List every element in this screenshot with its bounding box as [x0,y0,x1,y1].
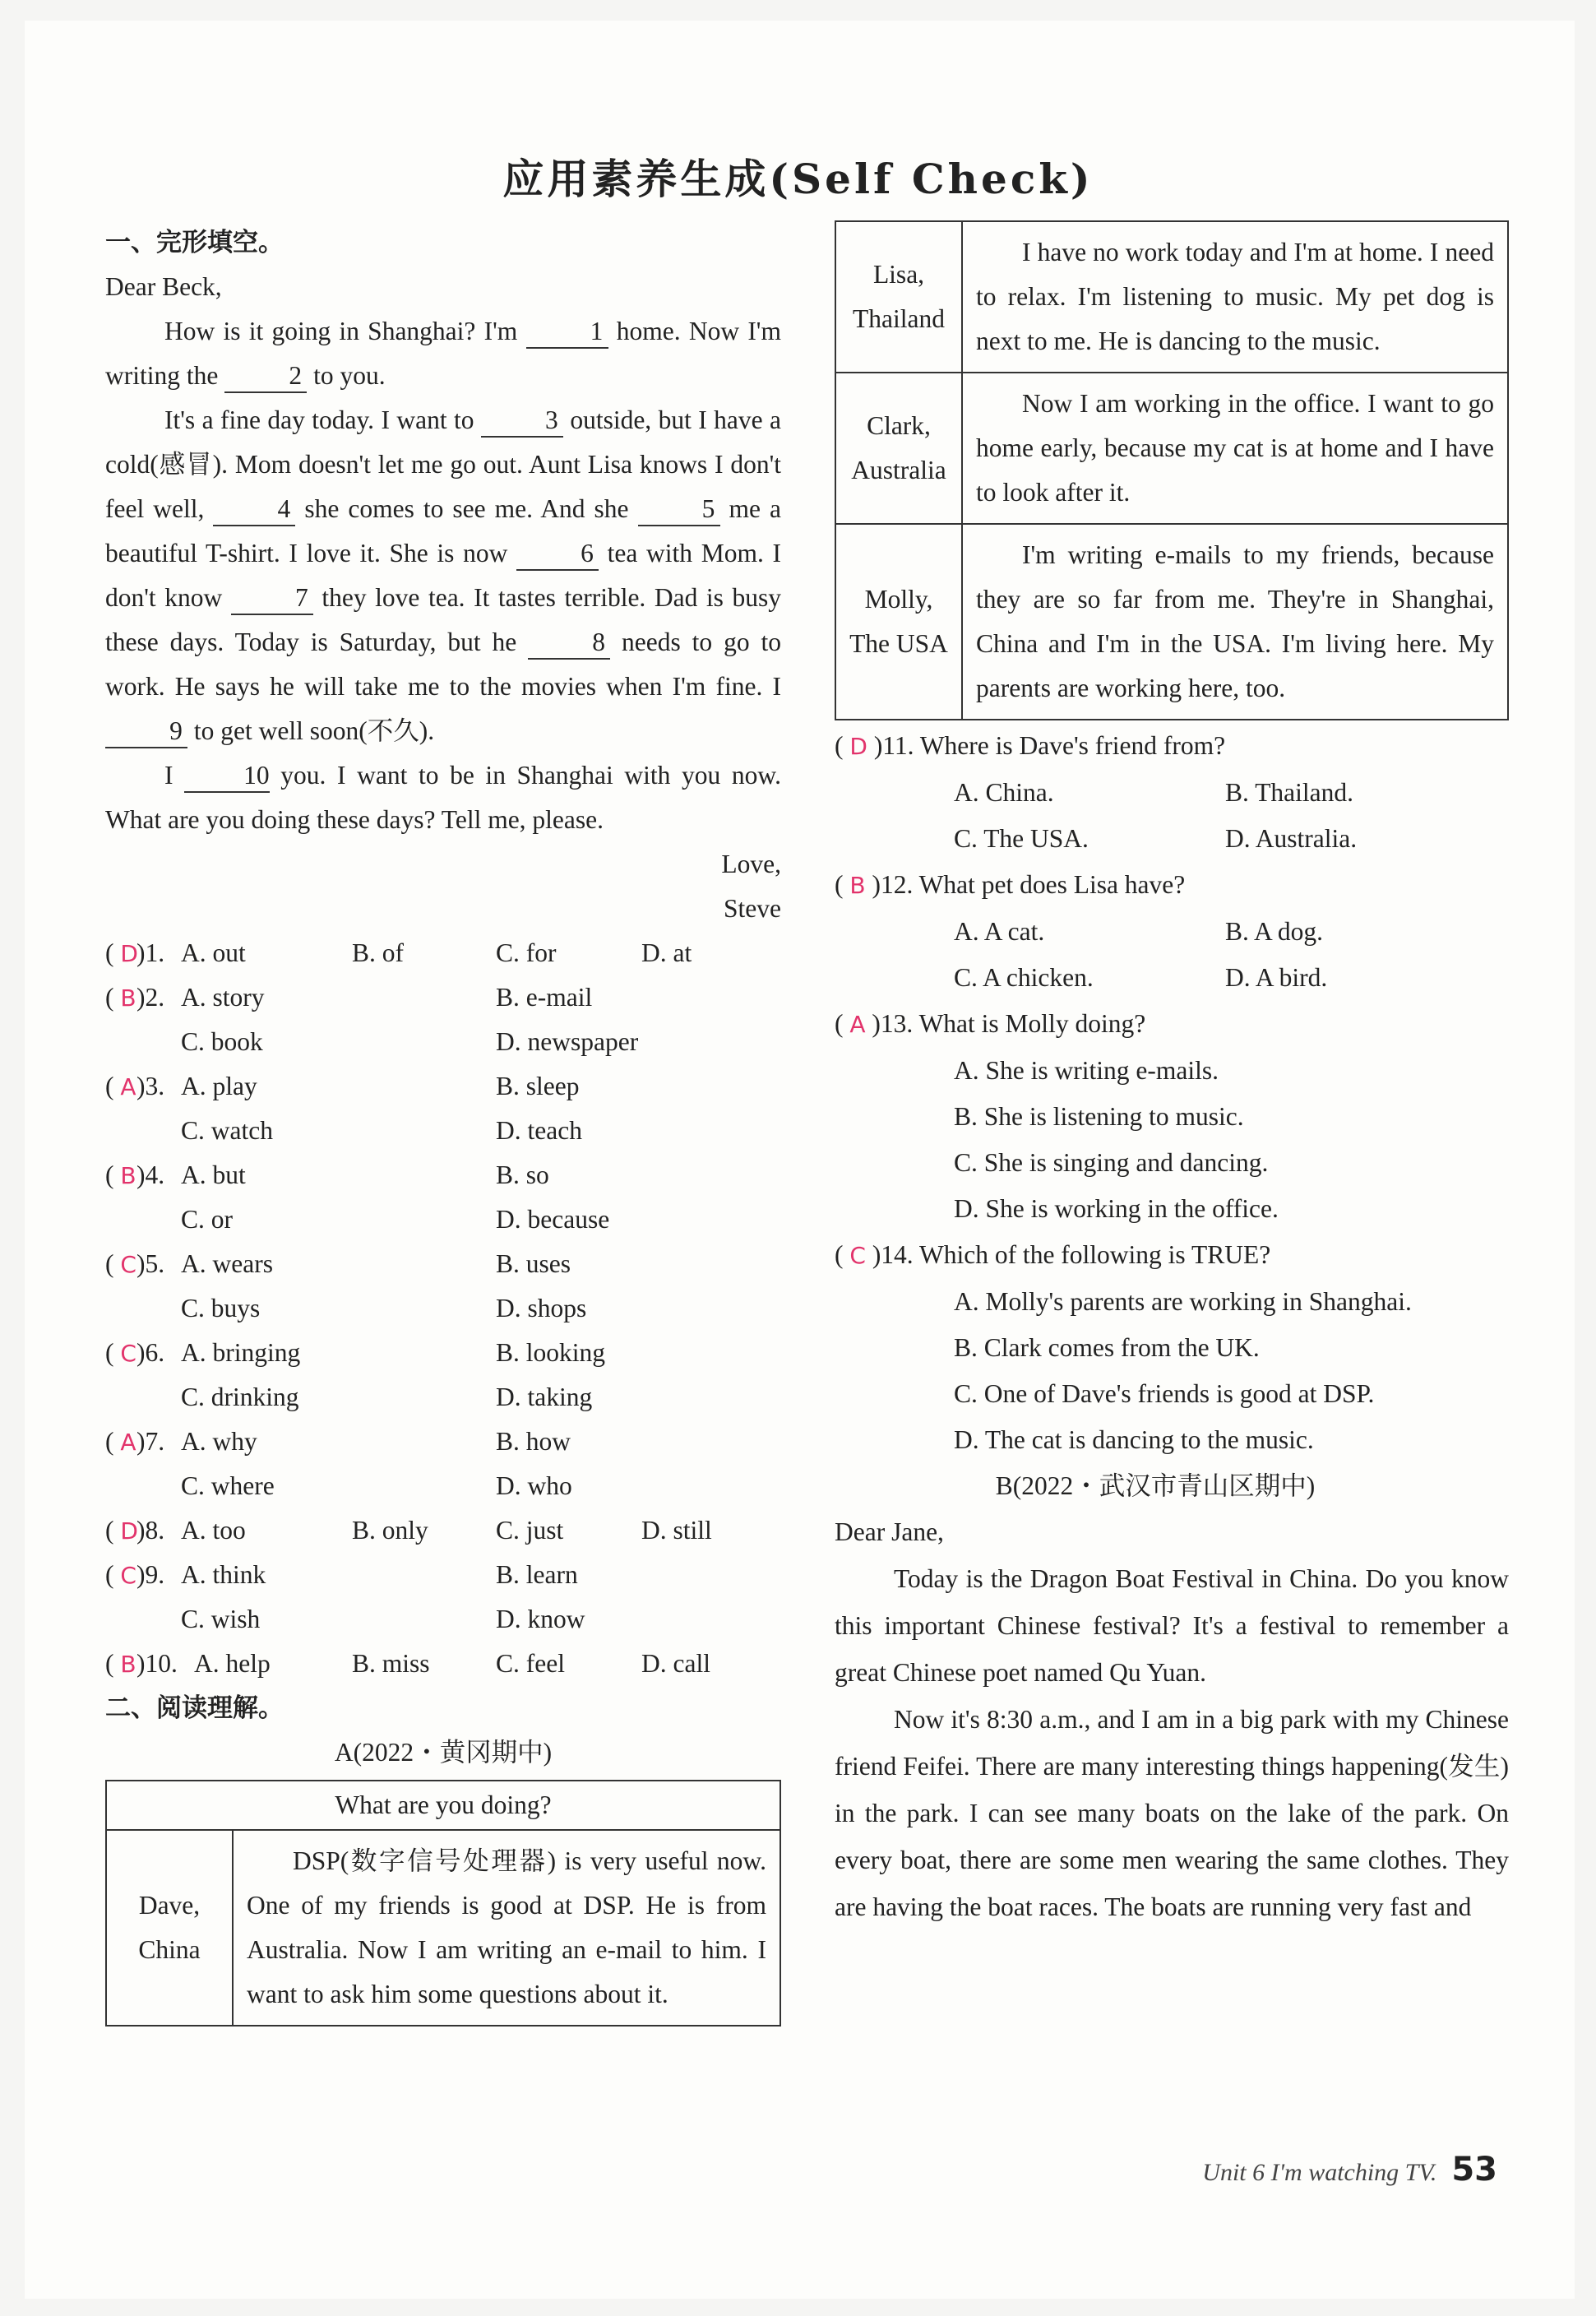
question-number: )8. [136,1516,165,1545]
answer-bracket: ( A [105,1427,136,1456]
option-choice[interactable]: A. but [181,1160,246,1189]
answer-letter: D [849,733,867,760]
option-choice[interactable]: B. e-mail [496,983,593,1012]
cloze-question-row [105,1375,781,1420]
passage-b-source: B(2022・武汉市青山区期中) [995,1471,1316,1500]
answer-letter: C [120,1251,136,1278]
question-number: )4. [136,1160,165,1189]
question-text: )12. What pet does Lisa have? [872,870,1186,899]
option-choice[interactable]: B. how [496,1427,571,1456]
question-number: )10. [136,1649,178,1678]
paragraph-text: she comes to see me. And she [295,494,638,523]
option-choice[interactable]: A. story [181,983,265,1012]
cloze-questions [105,931,781,1686]
cloze-blank[interactable]: 2 [224,360,307,393]
question-number: )5. [136,1249,165,1278]
option-choice[interactable]: C. drinking [181,1383,299,1411]
option-choice[interactable]: C. One of Dave's friends is good at DSP. [954,1379,1375,1408]
cloze-paragraph-1 [105,309,781,398]
answer-bracket: ( A [105,1072,136,1100]
reading-question-stem: ( B )12. What pet does Lisa have? [835,870,1186,899]
answer-letter: C [849,1242,866,1269]
option-choice[interactable]: C. or [181,1205,233,1234]
cloze-blank[interactable]: 6 [516,538,599,571]
passage-b-greeting: Dear Jane, [835,1517,944,1546]
table-row [835,524,1508,720]
answer-letter: B [849,872,866,899]
option-choice[interactable]: C. for [496,938,557,967]
option-choice[interactable]: B. sleep [496,1072,580,1100]
answer-letter: C [120,1340,136,1367]
question-number: )1. [136,938,165,967]
left-column [105,220,781,2026]
option-choice[interactable]: B. learn [496,1560,578,1589]
cloze-question-row [105,1109,781,1153]
paragraph-text: needs to go to work. He says he will take me to the movies when I'm fine. I [105,628,781,701]
option-row [835,956,1509,1002]
option-choice[interactable]: A. too [181,1516,246,1545]
option-choice[interactable]: C. wish [181,1605,261,1633]
passage-a-source: A(2022・黄冈期中) [334,1738,553,1767]
option-choice[interactable]: B. A dog. [1225,917,1324,946]
option-row [835,817,1509,863]
cloze-blank[interactable]: 1 [526,316,608,349]
option-choice[interactable]: D. A bird. [1225,963,1328,992]
option-choice[interactable]: C. buys [181,1294,261,1322]
reading-question-stem: ( D )11. Where is Dave's friend from? [835,731,1226,760]
cloze-question-row [105,1508,781,1553]
option-choice[interactable]: B. looking [496,1338,606,1367]
option-choice[interactable]: A. think [181,1560,266,1589]
option-choice[interactable]: D. newspaper [496,1027,639,1056]
paragraph-text: outside, but I have a cold(感冒). Mom doesn't let me go out. Aunt Lisa knows I don't feel well, [105,405,781,523]
answer-bracket: ( B [105,1649,136,1678]
option-choice[interactable]: B. miss [352,1649,430,1678]
reading-question-stem: ( C )14. Which of the following is TRUE? [835,1240,1271,1269]
option-choice[interactable]: A. why [181,1427,257,1456]
cloze-heading: 一、完形填空。 [105,228,284,257]
reading-question-stem: ( A )13. What is Molly doing? [835,1009,1146,1038]
passage-b-paragraph-1: Today is the Dragon Boat Festival in China. Do you know this important Chinese festival? It's a festival to remember a great Chinese poet named Qu Yuan. [835,1564,1509,1687]
answer-letter: A [849,1011,866,1038]
option-choice[interactable]: A. bringing [181,1338,301,1367]
cloze-question-row [105,1642,781,1686]
option-choice[interactable]: D. know [496,1605,585,1633]
person-cell: Lisa, Thailand [835,221,962,373]
option-choice[interactable]: A. China. [954,778,1054,807]
paragraph-text: they love tea. It tastes terrible. Dad is busy these days. Today is Saturday, but he [105,583,781,656]
question-text: )11. Where is Dave's friend from? [873,731,1226,760]
option-choice[interactable]: A. A cat. [954,917,1045,946]
person-cell: Molly, The USA [835,524,962,720]
option-choice[interactable]: D. who [496,1471,572,1500]
person-cell: Dave, China [106,1830,233,2026]
question-number: )2. [136,983,165,1012]
option-choice[interactable]: D. The cat is dancing to the music. [954,1425,1314,1454]
question-number: )6. [136,1338,165,1367]
option-choice[interactable]: D. at [641,938,692,967]
option-row [835,910,1509,956]
right-column [835,220,1509,1930]
option-choice[interactable]: D. Australia. [1225,824,1358,853]
cloze-question-row [105,1553,781,1597]
option-choice[interactable]: C. watch [181,1116,273,1145]
answer-letter: D [120,940,138,967]
message-cell: DSP(数字信号处理器) is very useful now. One of my friends is good at DSP. He is from Australia. Now I am writing an e-mail to him. I want to ask him some questions about it. [233,1830,780,2026]
cloze-paragraph-2 [105,398,781,753]
cloze-question-row [105,1597,781,1642]
table-row [835,373,1508,524]
letter-closing: Love, [721,850,781,878]
option-choice[interactable]: D. shops [496,1294,587,1322]
cloze-blank[interactable]: 10 [184,760,270,793]
question-number: )3. [136,1072,165,1100]
question-number: )7. [136,1427,165,1456]
cloze-question-row [105,1286,781,1331]
cloze-question-row [105,975,781,1020]
answer-bracket: ( B [105,1160,136,1189]
option-choice[interactable]: B. so [496,1160,549,1189]
answer-letter: B [120,1162,136,1189]
cloze-question-row [105,1464,781,1508]
option-choice[interactable]: B. of [352,938,404,967]
person-cell: Clark, Australia [835,373,962,524]
option-choice[interactable]: D. call [641,1649,710,1678]
passage-b-paragraph-2: Now it's 8:30 a.m., and I am in a big park with my Chinese friend Feifei. There are many interesting things happening(发生) in the park. I can see many boats on the lake of the park. On every boat, there are some men wearing the same clothes. They are having the boat races. The boats are running very fast and [835,1705,1509,1921]
cloze-paragraph-3 [105,753,781,842]
option-choice[interactable]: D. She is working in the office. [954,1194,1279,1223]
answer-letter: A [120,1073,136,1100]
question-number: )9. [136,1560,165,1589]
option-choice[interactable]: A. Molly's parents are working in Shanghai. [954,1287,1412,1316]
paragraph-text: you. I want to be in Shanghai with you now. What are you doing these days? Tell me, please. [105,761,781,834]
option-choice[interactable]: B. Thailand. [1225,778,1354,807]
answer-letter: D [120,1517,138,1545]
paragraph-text: to you. [307,361,386,390]
answer-bracket: ( C [105,1338,136,1367]
option-choice[interactable]: A. She is writing e-mails. [954,1056,1219,1085]
option-choice[interactable]: C. feel [496,1649,565,1678]
option-choice[interactable]: B. She is listening to music. [954,1102,1244,1131]
option-choice[interactable]: D. teach [496,1116,582,1145]
table-row [835,221,1508,373]
cloze-blank[interactable]: 7 [231,582,313,615]
cloze-question-row [105,1420,781,1464]
option-choice[interactable]: C. The USA. [954,824,1089,853]
cloze-blank[interactable]: 8 [528,627,610,660]
option-choice[interactable]: B. uses [496,1249,571,1278]
cloze-question-row [105,1197,781,1242]
letter-signature: Steve [724,894,781,923]
option-choice[interactable]: D. taking [496,1383,593,1411]
cloze-question-row [105,931,781,975]
answer-letter: B [120,984,136,1012]
cloze-question-row [105,1153,781,1197]
paragraph-text: home. Now I'm writing the [105,317,781,390]
option-choice[interactable]: D. because [496,1205,610,1234]
option-choice[interactable]: C. book [181,1027,263,1056]
cloze-question-row [105,1064,781,1109]
paragraph-text: tea with Mom. I don't know [105,539,782,612]
answer-letter: A [120,1429,136,1456]
cloze-blank[interactable]: 3 [481,405,563,438]
option-choice[interactable]: C. A chicken. [954,963,1094,992]
option-choice[interactable]: B. only [352,1516,428,1545]
option-choice[interactable]: C. She is singing and dancing. [954,1148,1269,1177]
answer-bracket: ( C [105,1560,136,1589]
table-header: What are you doing? [106,1781,780,1830]
reading-table-part1 [105,1780,781,2026]
cloze-question-row [105,1020,781,1064]
cloze-blank[interactable]: 4 [213,493,295,526]
answer-bracket: ( C [105,1249,136,1278]
answer-letter: C [120,1562,136,1589]
message-cell: Now I am working in the office. I want to go home early, because my cat is at home and I have to look after it. [962,373,1508,524]
answer-bracket: ( D [105,938,138,967]
unit-title: Unit 6 I'm watching TV. [1202,2159,1437,2186]
answer-bracket: ( B [105,983,136,1012]
cloze-blank[interactable]: 9 [105,716,187,748]
letter-greeting: Dear Beck, [105,272,222,301]
paragraph-text: me a beautiful T-shirt. I love it. She is now [105,494,782,567]
paragraph-text: How is it going in Shanghai? I'm [164,317,526,345]
question-text: )13. What is Molly doing? [872,1009,1146,1038]
option-choice[interactable]: C. where [181,1471,275,1500]
question-text: )14. Which of the following is TRUE? [872,1240,1271,1269]
option-choice[interactable]: A. play [181,1072,257,1100]
cloze-blank[interactable]: 5 [638,493,720,526]
answer-bracket: ( D [105,1516,138,1545]
page-number: 53 [1451,2151,1497,2189]
cloze-question-row [105,1242,781,1286]
option-choice[interactable]: B. Clark comes from the UK. [954,1333,1260,1362]
table-row [106,1830,780,2026]
reading-heading: 二、阅读理解。 [105,1693,284,1723]
option-row [835,771,1509,817]
message-cell: I have no work today and I'm at home. I need to relax. I'm listening to music. My pet dog is next to me. He is dancing to the music. [962,221,1508,373]
option-choice[interactable]: A. out [181,938,246,967]
page-footer [1202,2151,1497,2189]
reading-table-part2 [835,220,1509,720]
paragraph-text: to get well soon(不久). [187,716,435,745]
paragraph-text: I [164,761,185,790]
option-choice[interactable]: C. just [496,1516,564,1545]
cloze-question-row [105,1331,781,1375]
reading-questions [835,724,1509,1464]
option-choice[interactable]: A. wears [181,1249,273,1278]
paragraph-text: It's a fine day today. I want to [164,405,481,434]
option-choice[interactable]: D. still [641,1516,712,1545]
message-cell: I'm writing e-mails to my friends, because they are so far from me. They're in Shanghai, China and I'm in the USA. I'm living here. My parents are working here, too. [962,524,1508,720]
page-title: 应用素养生成(Self Check) [502,155,1094,203]
option-choice[interactable]: A. help [194,1649,271,1678]
answer-letter: B [120,1651,136,1678]
